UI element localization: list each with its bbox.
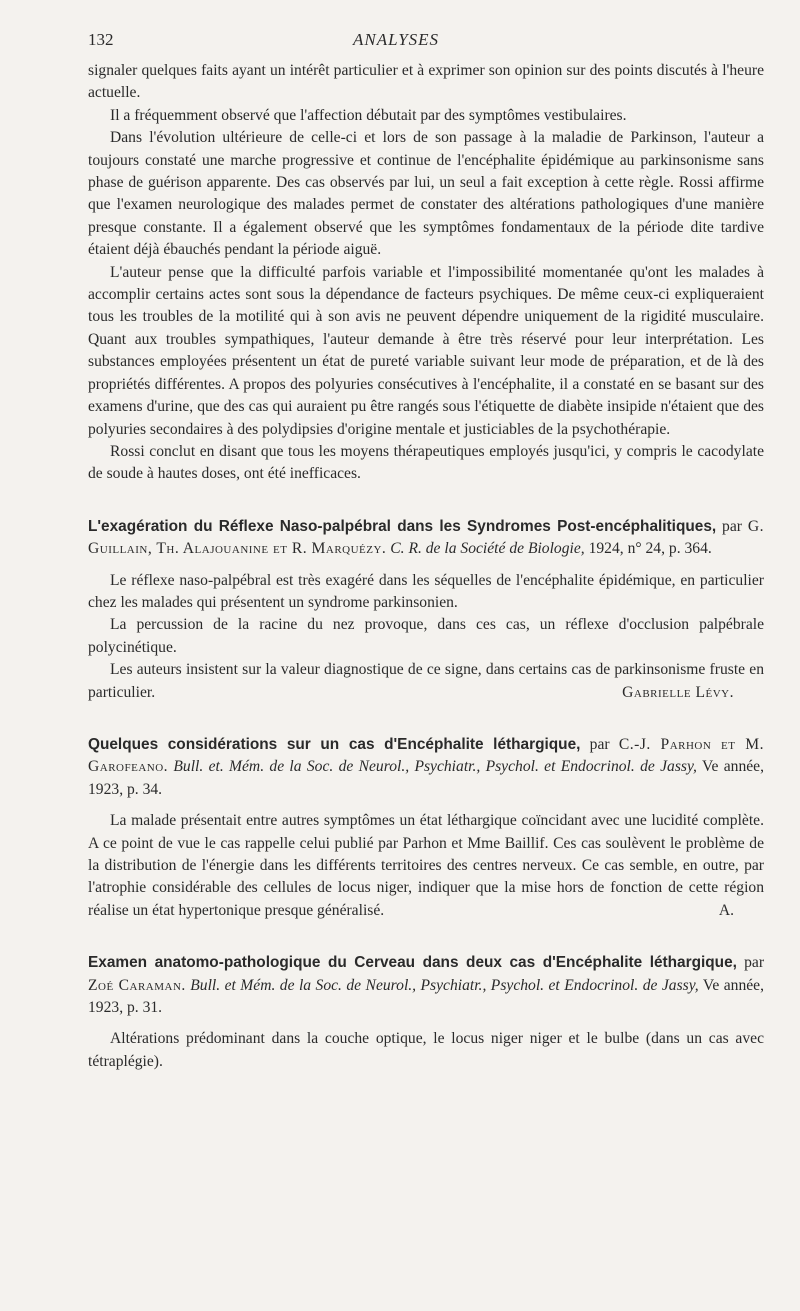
article-authors: G. Guillain, Th. Alajouanine et R. Marquézy. (88, 517, 764, 558)
article-journal: Bull. et Mém. de la Soc. de Neurol., Psychiatr., Psychol. et Endocrinol. de Jassy, (185, 976, 699, 994)
article-ref: 1924, n° 24, p. 364. (584, 540, 712, 558)
article-title: L'exagération du Réflexe Naso-palpébral dans les Syndromes Post-encéphalitiques, (88, 517, 717, 535)
article-authors: C.-J. Parhon et M. Garofeano. (88, 735, 764, 776)
article-naso-palpebral (88, 516, 764, 704)
running-title: ANALYSES (352, 30, 440, 49)
article-heading (88, 734, 764, 801)
paragraph: L'auteur pense que la difficulté parfois variable et l'impossibilité momentanée qu'ont les malades à accomplir certains actes sont sous la dépendance de facteurs psychiques. De même ceux-ci expliqueraient tous les troubles de la motilité qui à son avis ne peuvent dépendre uniquement de la rigidité musculaire. Quant aux troubles sympathiques, l'auteur demande à être très réservé pour leur interprétation. Les substances employées présentent un état de pureté variable suivant leur mode de préparation, et de là des propriétés différentes. A propos des polyuries consécutives à l'encéphalite, il a constaté en se basant sur des examens d'urine, que des cas qui auraient pu être rangés sous l'étiquette de diabète insipide n'étaient que des polyuries secondaires à des polydipsies d'origine mentale et justiciables de la psychothérapie. (88, 263, 764, 438)
article-examen-cerveau (88, 952, 764, 1073)
signature: Gabrielle Lévy. (622, 683, 734, 701)
article-title: Quelques considérations sur un cas d'Encéphalite léthargique, (88, 735, 581, 753)
paragraph: Le réflexe naso-palpébral est très exagéré dans les séquelles de l'encéphalite épidémique, en particulier chez les malades qui présentent un syndrome parkinsonien. (88, 571, 764, 611)
paragraph: Altérations prédominant dans la couche optique, le locus niger niger et le bulbe (dans un cas avec tétraplégie). (88, 1030, 764, 1070)
paragraph-text: La malade présentait entre autres symptômes un état léthargique coïncidant avec une lucidité complète. A ce point de vue le cas rappelle celui publié par Parhon et Mme Baillif. Ces cas soulèvent le problème de la distribution de l'énergie dans les différents territoires des centres nerveux. Ce cas semble, en outre, par l'atrophie considérable des cellules de locus niger, indiquer que la mise hors de fonction de cette région réalise un état hypertonique presque généralisé. (88, 812, 764, 919)
article-journal: Bull. et. Mém. de la Soc. de Neurol., Psychiatr., Psychol. et Endocrinol. de Jassy, (168, 758, 697, 776)
article-heading (88, 516, 764, 561)
running-head (88, 30, 764, 60)
signature: A. (718, 901, 734, 919)
article-title: Examen anatomo-pathologique du Cerveau dans deux cas d'Encéphalite léthargique, (88, 954, 737, 972)
article-journal: C. R. de la Société de Biologie, (386, 540, 585, 558)
paragraph: Il a fréquemment observé que l'affection débutait par des symptômes vestibulaires. (110, 106, 627, 124)
paragraph: signaler quelques faits ayant un intérêt particulier et à exprimer son opinion sur des points discutés à l'heure actuelle. (88, 62, 764, 102)
article-authors: Zoé Caraman. (88, 976, 186, 994)
by-word: par (736, 954, 765, 972)
paragraph (88, 659, 764, 704)
paragraph (88, 810, 764, 922)
by-word: par (716, 517, 748, 535)
paragraph-text: Les auteurs insistent sur la valeur diagnostique de ce signe, dans certains cas de parkinsonisme fruste en particulier. (88, 661, 764, 701)
continued-abstract (88, 60, 764, 486)
article-heading (88, 952, 764, 1019)
paragraph: Rossi conclut en disant que tous les moyens thérapeutiques employés jusqu'ici, y compris le cacodylate de soude à hautes doses, ont été inefficaces. (88, 442, 764, 483)
article-encephalite-lethargique (88, 734, 764, 922)
paragraph: La percussion de la racine du nez provoque, dans ces cas, un réflexe d'occlusion palpébrale polycinétique. (88, 616, 764, 656)
article-ref: Ve année, 1923, p. 34. (88, 758, 764, 798)
article-ref: Ve année, 1923, p. 31. (88, 976, 764, 1017)
paragraph: Dans l'évolution ultérieure de celle-ci et lors de son passage à la maladie de Parkinson, l'auteur a toujours constaté une marche progressive et continue de l'encéphalite épidémique au parkinsonisme sans phase de guérison apparente. Des cas observés par lui, un seul a fait exception à cette règle. Rossi affirme que l'examen neurologique des malades permet de constater des altérations pathologiques d'une manière presque constante. Il a également observé que les symptômes fondamentaux de la période dite tardive étaient déjà ébauchés pendant la période aiguë. (88, 129, 764, 259)
page-number: 132 (88, 30, 114, 49)
by-word: par (580, 735, 619, 753)
